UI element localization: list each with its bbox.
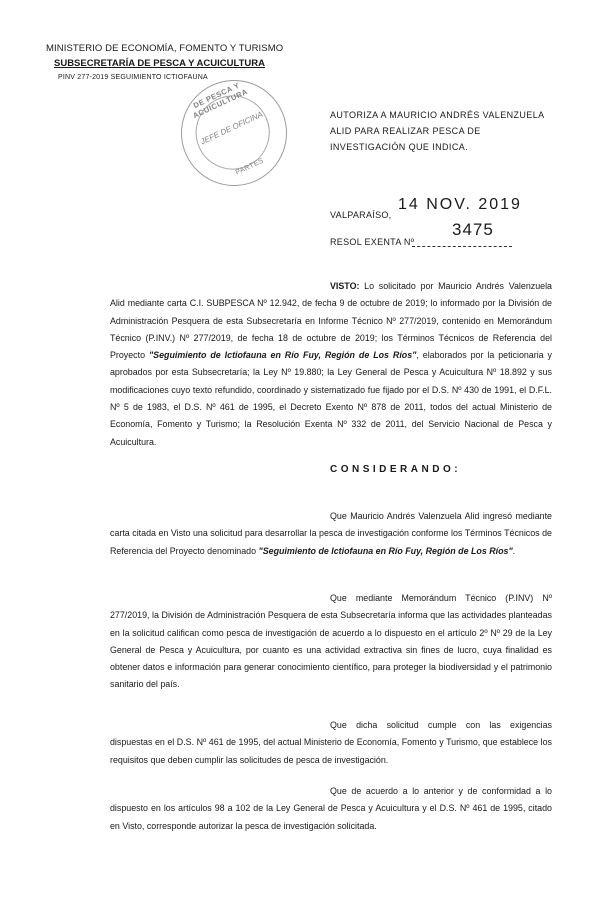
considerando-paragraph-4	[110, 783, 552, 835]
considerando-paragraph-1	[110, 508, 552, 560]
visto-project-name: "Seguimiento de Ictiofauna en Río Fuy, Región de Los Ríos"	[148, 350, 417, 361]
resolution-label: RESOL EXENTA Nº	[330, 237, 415, 247]
stamp-middle-text: JEFE DE OFICINA	[199, 109, 265, 147]
stamp-top-text: DE PESCA Y ACUICULTURA	[191, 80, 250, 121]
office-stamp	[164, 63, 305, 204]
visto-text-1: Lo solicitado por Mauricio Andrés Valenzuela Alid mediante carta C.I. SUBPESCA Nº 12.942, de fecha 9 de octubre de 2019; lo informado por la División de Administración Pesquera de esta Subsecretaría en Informe Técnico Nº 277/2019, contenido en Memorándum Técnico (P.INV.) Nº 277/2019, de fecha 18 de octubre de 2019; los Términos Técnicos de Referencia del Proyecto	[110, 281, 552, 361]
resolution-number: 3475	[452, 220, 494, 239]
considerando-paragraph-3	[110, 717, 552, 769]
c1-text-b: .	[512, 545, 516, 556]
subsecretaria-name: SUBSECRETARÍA DE PESCA Y ACUICULTURA	[54, 58, 265, 69]
visto-paragraph	[110, 278, 552, 451]
c1-text-a: Que Mauricio Andrés Valenzuela Alid ingresó mediante carta citada en Visto una solicitud para desarrollar la pesca de investigación conforme los Términos Técnicos de Referencia del Proyecto denominado	[110, 511, 552, 556]
resolution-number-line	[412, 246, 512, 247]
place: VALPARAÍSO,	[330, 210, 392, 220]
visto-text-2: , elaborados por la peticionaria y aprobados por esta Subsecretaría; la Ley Nº 19.880; la Ley General de Pesca y Acuicultura Nº 18.892 y sus modificaciones cuyo texto refundido, coordinado y sistematizado fue fijado por el D.S. Nº 430 de 1991, el D.F.L. Nº 5 de 1983, el D.S. Nº 461 de 1995, el Decreto Exento Nº 878 de 2011, todos del actual Ministerio de Economía, Fomento y Turismo; la Resolución Exenta Nº 332 de 2011, del Servicio Nacional de Pesca y Acuicultura.	[110, 350, 552, 447]
visto-label: VISTO:	[330, 281, 360, 291]
c2-text: Que mediante Memorándum Técnico (P.INV) Nº 277/2019, la División de Administración Pesquera de esta Subsecretaría informa que las actividades planteadas en la solicitud califican como pesca de investigación de acuerdo a lo dispuesto en el artículo 2º Nº 29 de la Ley General de Pesca y Acuicultura, por cuanto es una actividad extractiva sin fines de lucro, cuya finalidad es obtener datos e información para generar conocimiento científico, para proteger la biodiversidad y el patrimonio sanitario del país.	[110, 593, 552, 690]
c1-project-name: "Seguimiento de Ictiofauna en Río Fuy, Región de Los Ríos"	[258, 545, 513, 556]
considerando-paragraph-2	[110, 590, 552, 694]
ministry-name: MINISTERIO DE ECONOMÍA, FOMENTO Y TURISMO	[46, 43, 284, 54]
c3-text: Que dicha solicitud cumple con las exigencias dispuestas en el D.S. Nº 461 de 1995, del actual Ministerio de Economía, Fomento y Turismo, que establece los requisitos que deben cumplir las solicitudes de pesca de investigación.	[110, 720, 552, 765]
c4-text: Que de acuerdo a lo anterior y de conformidad a lo dispuesto en los artículos 98 a 102 de la Ley General de Pesca y Acuicultura y el D.S. Nº 461 de 1995, citado en Visto, corresponde autorizar la pesca de investigación solicitada.	[110, 786, 552, 831]
resolution-date: 14 NOV. 2019	[398, 196, 522, 213]
stamp-bottom-text: PARTES	[234, 157, 266, 177]
document-reference: PINV 277-2019 SEGUIMIENTO ICTIOFAUNA	[58, 74, 208, 81]
considerando-heading: CONSIDERANDO:	[330, 464, 462, 475]
resolution-subject: AUTORIZA A MAURICIO ANDRÉS VALENZUELA ALID PARA REALIZAR PESCA DE INVESTIGACIÓN QUE INDICA.	[330, 110, 545, 152]
